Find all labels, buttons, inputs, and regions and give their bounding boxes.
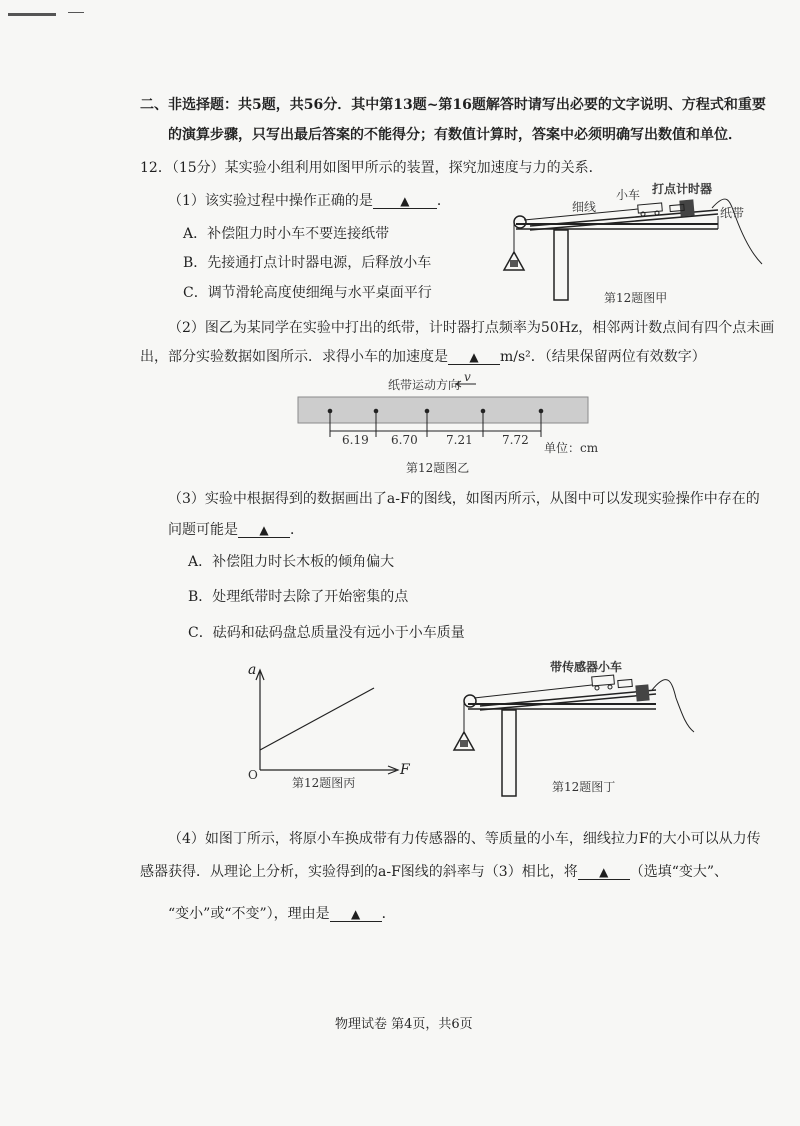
q4-line1: （4）如图丁所示，将原小车换成带有力传感器的、等质量的小车，细线拉力F的大小可以从力传 xyxy=(168,831,761,847)
q3-option-c: C．砝码和砝码盘总质量没有远小于小车质量 xyxy=(188,625,465,641)
figure-ding-caption: 第12题图丁 xyxy=(552,780,616,794)
q1-option-c: C．调节滑轮高度使细绳与水平桌面平行 xyxy=(183,285,432,301)
q1-option-a: A．补偿阻力时小车不要连接纸带 xyxy=(183,226,390,242)
answer-blank-1: ▲ xyxy=(373,194,437,209)
q3-stem-text: 问题可能是 xyxy=(168,522,238,538)
q4-reason-text: “变小”或“不变”），理由是 xyxy=(168,906,330,922)
figure-jia xyxy=(480,178,770,313)
q3-option-b: B．处理纸带时去除了开始密集的点 xyxy=(188,589,409,605)
answer-blank-4: ▲ xyxy=(578,865,630,880)
q4-stem-text: 感器获得．从理论上分析，实验得到的a-F图线的斜率与（3）相比，将 xyxy=(140,864,578,880)
figure-yi xyxy=(296,370,606,475)
label-timer: 打点计时器 xyxy=(652,182,713,196)
unit-label: 单位：cm xyxy=(544,441,599,455)
q1-stem xyxy=(168,190,451,210)
q1-option-b: B．先接通打点计时器电源，后释放小车 xyxy=(183,255,432,271)
q4-line2 xyxy=(140,861,728,881)
label-cart: 小车 xyxy=(616,188,641,202)
answer-blank-5: ▲ xyxy=(330,907,382,922)
segment-3: 7.21 xyxy=(446,433,473,447)
section-heading-line2: 的演算步骤，只写出最后答案的不能得分；有数值计算时，答案中必须明确写出数值和单位． xyxy=(168,127,742,143)
q3-line1: （3）实验中根据得到的数据画出了a-F的图线，如图丙所示，从图中可以发现实验操作中存在的 xyxy=(168,491,760,507)
segment-4: 7.72 xyxy=(502,433,529,447)
q4-choices-note: （选填“变大”、 xyxy=(629,864,729,880)
graph-y-axis: a xyxy=(248,662,257,678)
q4-reason-end: ． xyxy=(381,906,396,922)
q3-line2 xyxy=(168,519,304,539)
q2-unit-note: m/s²．（结果保留两位有效数字） xyxy=(500,349,706,365)
label-tape: 纸带 xyxy=(720,206,745,220)
graph-origin: O xyxy=(248,768,258,782)
figure-bing xyxy=(244,660,419,795)
figure-bing-caption: 第12题图丙 xyxy=(292,776,356,790)
velocity-label: v xyxy=(464,370,471,384)
label-sensor-cart: 带传感器小车 xyxy=(550,660,623,674)
figure-yi-caption: 第12题图乙 xyxy=(406,461,470,475)
label-string: 细线 xyxy=(572,200,597,214)
q1-stem-end: ． xyxy=(436,193,451,209)
q2-line1: （2）图乙为某同学在实验中打出的纸带，计时器打点频率为50Hz，相邻两计数点间有四个点未画 xyxy=(168,320,775,336)
scan-mark-top xyxy=(8,13,56,16)
answer-blank-2: ▲ xyxy=(448,350,500,365)
page-footer: 物理试卷 第4页，共6页 xyxy=(335,1017,473,1032)
figure-ding xyxy=(446,652,706,800)
answer-blank-3: ▲ xyxy=(238,523,290,538)
q2-stem-text: 出，部分实验数据如图所示．求得小车的加速度是 xyxy=(140,349,448,365)
q4-line3 xyxy=(168,903,396,923)
segment-2: 6.70 xyxy=(391,433,418,447)
figure-jia-caption: 第12题图甲 xyxy=(604,291,668,305)
q2-line2 xyxy=(140,346,706,366)
q3-stem-end: ． xyxy=(290,522,304,538)
scan-mark-tick xyxy=(68,12,84,13)
segment-1: 6.19 xyxy=(342,433,369,447)
q3-option-a: A．补偿阻力时长木板的倾角偏大 xyxy=(188,554,395,570)
graph-x-axis: F xyxy=(400,762,410,778)
a-f-line xyxy=(260,688,374,750)
question-intro: 12．（15分）某实验小组利用如图甲所示的装置，探究加速度与力的关系． xyxy=(140,160,603,176)
section-heading-line1: 二、非选择题：共5题，共56分．其中第13题~第16题解答时请写出必要的文字说明、方程式和重要 xyxy=(140,97,766,113)
tape-direction-label: 纸带运动方向 xyxy=(388,378,461,392)
q1-stem-text: （1）该实验过程中操作正确的是 xyxy=(168,193,373,209)
